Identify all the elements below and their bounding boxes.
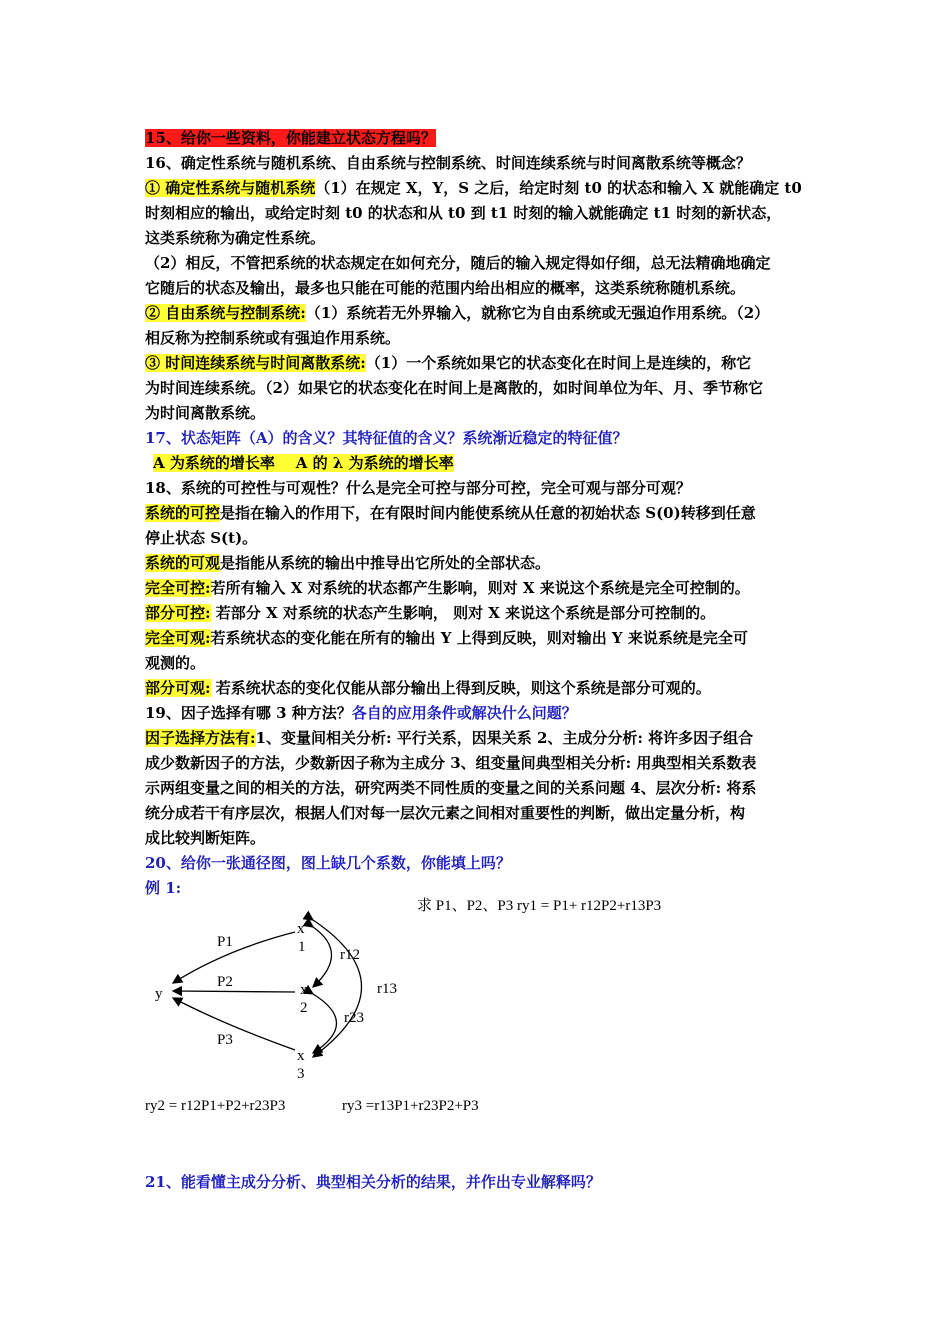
- answer-18-5-line-2: 观测的。: [145, 654, 206, 672]
- formula-ry3: ry3 =r13P1+r23P2+P3: [342, 1098, 479, 1114]
- example-label: 例 1:: [145, 879, 182, 897]
- node-x3-index: 3: [297, 1066, 305, 1082]
- node-x3-letter: x: [297, 1048, 305, 1064]
- r13-curve: [313, 920, 362, 1057]
- answer-16-1-line-3: 这类系统称为确定性系统。: [145, 229, 326, 247]
- label-r13: r13: [377, 981, 397, 997]
- question-17: 17、状态矩阵（A）的含义？其特征值的含义？系统渐近稳定的特征值？: [145, 429, 628, 447]
- r12-curve: [313, 927, 332, 987]
- p3-path-arrow: [173, 998, 295, 1050]
- label-p3: P3: [217, 1032, 233, 1048]
- node-x1-index: 1: [298, 939, 306, 955]
- answer-18-6: 部分可观: 若系统状态的变化仅能从部分输出上得到反映，则这个系统是部分可观的。: [145, 679, 711, 697]
- question-20: 20、给你一张通径图，图上缺几个系数，你能填上吗？: [145, 854, 511, 872]
- r23-curve: [313, 994, 337, 1053]
- label-p2: P2: [217, 974, 233, 990]
- question-16: 16、确定性系统与随机系统、自由系统与控制系统、时间连续系统与时间离散系统等概念？: [145, 154, 751, 172]
- label-r12: r12: [340, 947, 360, 963]
- answer-18-1-line-1: 系统的可控是指在输入的作用下，在有限时间内能使系统从任意的初始状态 S(0)转移到任意: [145, 504, 756, 522]
- p1-path-arrow: [173, 932, 295, 983]
- answer-16-3-line-2: 为时间连续系统。（2）如果它的状态变化在时间上是离散的，如时间单位为年、月、季节称它: [145, 379, 763, 397]
- answer-18-5-line-1: 完全可观:若系统状态的变化能在所有的输出 Y 上得到反映，则对输出 Y 来说系统是完全可: [145, 629, 748, 647]
- p2-path-arrow: [173, 991, 295, 992]
- label-p1: P1: [217, 934, 233, 950]
- node-x2-index: 2: [300, 1000, 308, 1016]
- answer-19-line-1: 因子选择方法有:1、变量间相关分析: 平行关系，因果关系 2、主成分分析: 将许多因子组合: [145, 729, 754, 747]
- answer-19-line-3: 示两组变量之间的相关的方法，研究两类不同性质的变量之间的关系问题 4、层次分析: 将系: [145, 779, 757, 797]
- answer-19-line-5: 成比较判断矩阵。: [145, 829, 266, 847]
- answer-19-line-2: 成少数新因子的方法，少数新因子称为主成分 3、组变量间典型相关分析: 用典型相关系数表: [145, 754, 757, 772]
- answer-18-2: 系统的可观是指能从系统的输出中推导出它所处的全部状态。: [145, 554, 551, 572]
- answer-16-1-line-4: （2）相反，不管把系统的状态规定在如何充分，随后的输入规定得如仔细，总无法精确地确定: [145, 254, 771, 272]
- question-21: 21、能看懂主成分分析、典型相关分析的结果，并作出专业解释吗？: [145, 1173, 601, 1191]
- question-18: 18、系统的可控性与可观性？什么是完全可控与部分可控，完全可观与部分可观？: [145, 479, 691, 497]
- answer-16-3-line-1: ③ 时间连续系统与时间离散系统:（1）一个系统如果它的状态变化在时间上是连续的，称它: [145, 354, 752, 372]
- path-diagram: [145, 895, 813, 1095]
- document-body: [145, 126, 813, 901]
- question-19: 19、因子选择有哪 3 种方法？各自的应用条件或解决什么问题？: [145, 704, 577, 722]
- answer-18-3: 完全可控:若所有输入 X 对系统的状态都产生影响，则对 X 来说这个系统是完全可控制的。: [145, 579, 750, 597]
- answer-16-1-line-2: 时刻相应的输出，或给定时刻 t0 的状态和从 t0 到 t1 时刻的输入就能确定 t1 时刻的新状态，: [145, 204, 782, 222]
- answer-16-1-line-1: ① 确定性系统与随机系统（1）在规定 X，Y，S 之后，给定时刻 t0 的状态和输入 X 就能确定 t0: [145, 179, 802, 197]
- path-diagram-arrows: [145, 895, 813, 1095]
- answer-18-1-line-2: 停止状态 S(t)。: [145, 529, 258, 547]
- answer-19-line-4: 统分成若干有序层次，根据人们对每一层次元素之间相对重要性的判断，做出定量分析，构: [145, 804, 746, 822]
- node-x1-letter: x: [297, 921, 305, 937]
- answer-17: A 为系统的增长率 A 的 λ 为系统的增长率: [153, 454, 454, 472]
- question-15: 15、给你一些资料，你能建立状态方程吗？: [145, 129, 436, 147]
- diagram-title: 求 P1、P2、P3 ry1 = P1+ r12P2+r13P3: [417, 898, 662, 914]
- node-x2-letter: x: [300, 982, 308, 998]
- answer-16-3-line-3: 为时间离散系统。: [145, 404, 266, 422]
- answer-16-1-line-5: 它随后的状态及输出，最多也只能在可能的范围内给出相应的概率，这类系统称随机系统。: [145, 279, 746, 297]
- node-y: y: [155, 986, 163, 1002]
- answer-16-2-line-2: 相反称为控制系统或有强迫作用系统。: [145, 329, 401, 347]
- answer-16-2-line-1: ② 自由系统与控制系统:（1）系统若无外界输入，就称它为自由系统或无强迫作用系统。（2）: [145, 304, 770, 322]
- answer-18-4: 部分可控: 若部分 X 对系统的状态产生影响， 则对 X 来说这个系统是部分可控制的。: [145, 604, 716, 622]
- formula-ry2: ry2 = r12P1+P2+r23P3: [145, 1098, 286, 1114]
- label-r23: r23: [344, 1010, 364, 1026]
